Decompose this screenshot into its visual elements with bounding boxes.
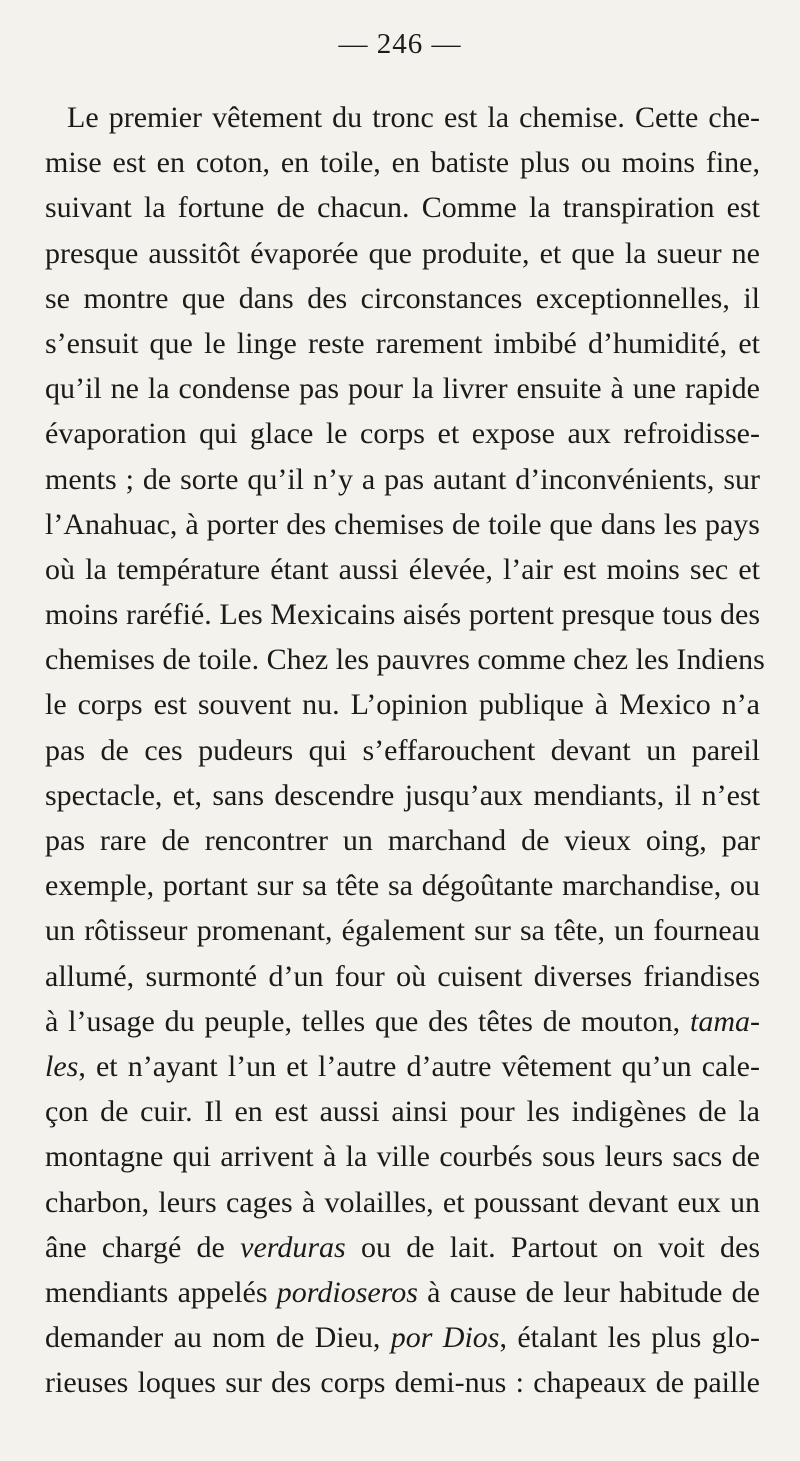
text-line <box>45 1360 760 1405</box>
text-line <box>45 1044 760 1089</box>
text-line <box>45 185 760 230</box>
text-run: Le premier vêtement du tronc est la chemise. Cette che- <box>67 101 760 134</box>
text-run: se montre que dans des circonstances exceptionnelles, il <box>45 281 760 315</box>
page-number: — 246 — <box>338 28 462 60</box>
text-line <box>45 231 760 276</box>
text-line <box>45 773 760 818</box>
italic-term: por Dios <box>390 1321 500 1355</box>
text-run: rieuses loques sur des corps demi-nus : chapeaux de paille <box>45 1366 760 1400</box>
text-run: mise est en coton, en toile, en batiste plus ou moins fine, <box>45 146 760 180</box>
text-line <box>45 728 760 773</box>
text-run: pas rare de rencontrer un marchand de vieux oing, par <box>45 824 760 857</box>
text-line <box>45 457 760 502</box>
italic-term: pordioseros <box>276 1275 418 1309</box>
text-run: presque aussitôt évaporée que produite, et que la sueur ne <box>45 236 760 270</box>
italic-term: tama- <box>690 1004 760 1038</box>
text-line <box>45 502 760 547</box>
text-line <box>45 95 760 140</box>
text-line <box>45 276 760 321</box>
text-line <box>45 1089 760 1134</box>
text-run: demander au nom de Dieu, <box>45 1321 391 1355</box>
text-run: qu’il ne la condense pas pour la livrer ensuite à une rapide <box>45 372 760 406</box>
text-line <box>45 637 765 682</box>
text-run: ou de lait. Partout on voit des <box>345 1230 760 1264</box>
text-line <box>45 682 760 727</box>
text-run: , et n’ayant l’un et l’autre d’autre vêtement qu’un cale- <box>78 1049 760 1083</box>
text-run: à l’usage du peuple, telles que des têtes de mouton, <box>45 1004 690 1038</box>
text-line <box>45 954 760 999</box>
text-line <box>45 592 760 637</box>
text-run: âne chargé de <box>45 1230 241 1264</box>
text-line <box>45 999 760 1044</box>
text-run: chemises de toile. Chez les pauvres comme chez les Indiens <box>45 643 765 677</box>
text-line <box>45 547 760 592</box>
text-line <box>45 1134 760 1179</box>
text-line <box>45 818 760 863</box>
text-line <box>45 908 760 953</box>
text-line <box>45 863 760 908</box>
text-run: suivant la fortune de chacun. Comme la transpiration est <box>45 191 760 225</box>
text-run: charbon, leurs cages à volailles, et poussant devant eux un <box>45 1185 760 1219</box>
text-run: s’ensuit que le linge reste rarement imbibé d’humidité, et <box>45 326 760 360</box>
text-line <box>45 1180 760 1225</box>
text-run: moins raréfié. Les Mexicains aisés portent presque tous des <box>45 598 760 632</box>
text-run: l’Anahuac, à porter des chemises de toile que dans les pays <box>45 507 760 541</box>
text-run: un rôtisseur promenant, également sur sa tête, un fourneau <box>45 914 760 948</box>
body-text <box>45 95 765 1405</box>
text-run: montagne qui arrivent à la ville courbés sous leurs sacs de <box>45 1140 760 1174</box>
text-run: où la température étant aussi élevée, l’air est moins sec et <box>45 552 760 586</box>
text-run: ments ; de sorte qu’il n’y a pas autant d’inconvénients, sur <box>45 462 760 496</box>
text-run: spectacle, et, sans descendre jusqu’aux mendiants, il n’est <box>45 778 760 812</box>
text-line <box>45 1270 760 1315</box>
text-run: exemple, portant sur sa tête sa dégoûtante marchandise, ou <box>45 869 760 903</box>
text-run: çon de cuir. Il en est aussi ainsi pour les indigènes de la <box>45 1095 760 1129</box>
text-line <box>45 1315 760 1360</box>
italic-term: verduras <box>240 1230 346 1264</box>
text-line <box>45 411 760 456</box>
text-line <box>45 321 760 366</box>
text-line <box>45 140 760 185</box>
text-run: allumé, surmonté d’un four où cuisent diverses friandises <box>45 959 760 993</box>
italic-term: les <box>45 1049 79 1083</box>
text-run: à cause de leur habitude de <box>417 1275 760 1309</box>
text-line <box>45 366 760 411</box>
text-run: mendiants appelés <box>45 1275 277 1309</box>
text-run: , étalant les plus glo- <box>499 1321 760 1355</box>
text-run: évaporation qui glace le corps et expose aux refroidisse- <box>45 417 760 451</box>
text-run: pas de ces pudeurs qui s’effarouchent devant un pareil <box>45 733 760 767</box>
text-run: le corps est souvent nu. L’opinion publique à Mexico n’a <box>45 688 760 722</box>
text-line <box>45 1225 760 1270</box>
